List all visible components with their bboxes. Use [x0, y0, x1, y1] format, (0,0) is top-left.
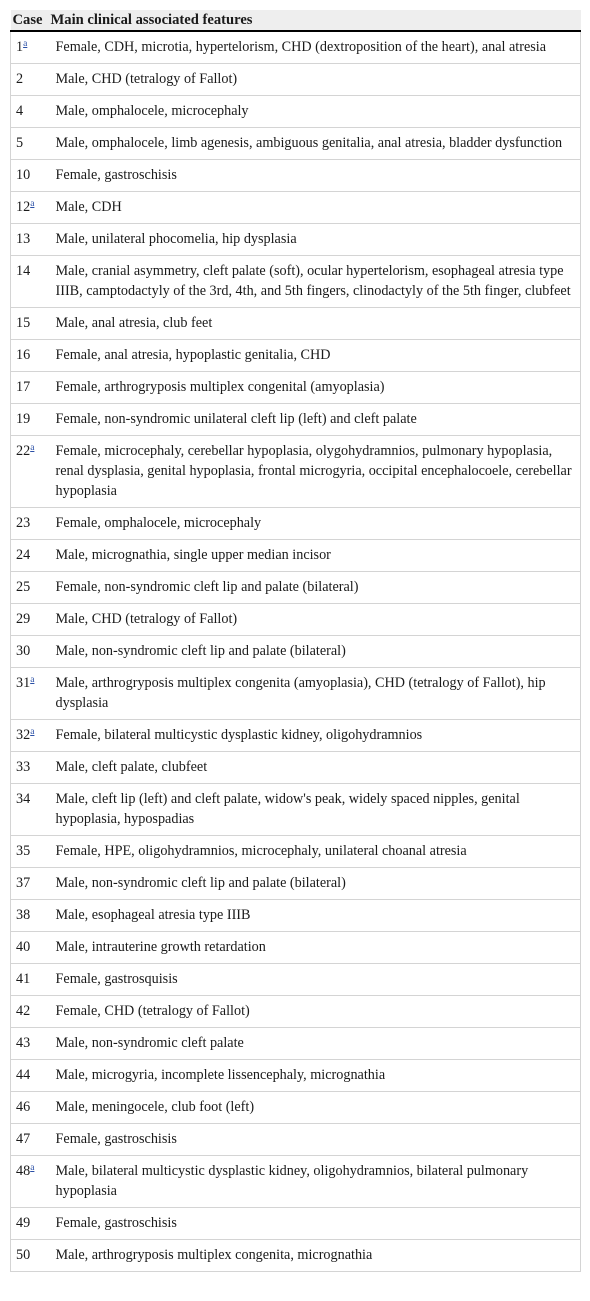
features-cell: Male, unilateral phocomelia, hip dysplasia — [51, 224, 581, 256]
table-header — [11, 10, 581, 31]
features-cell: Male, CDH — [51, 192, 581, 224]
case-number: 32 — [16, 727, 31, 743]
case-number: 16 — [16, 347, 31, 363]
case-cell — [11, 996, 51, 1028]
case-number: 35 — [16, 843, 31, 859]
features-cell: Female, anal atresia, hypoplastic genitalia, CHD — [51, 340, 581, 372]
case-number: 15 — [16, 315, 31, 331]
table-row — [11, 1156, 581, 1208]
case-cell — [11, 932, 51, 964]
case-cell — [11, 404, 51, 436]
case-number: 50 — [16, 1247, 31, 1263]
footnote-link[interactable]: a — [30, 199, 35, 209]
features-cell: Male, meningocele, club foot (left) — [51, 1092, 581, 1124]
features-cell: Male, arthrogryposis multiplex congenita, micrognathia — [51, 1240, 581, 1272]
case-cell — [11, 900, 51, 932]
table-row — [11, 1124, 581, 1156]
case-number: 17 — [16, 379, 31, 395]
features-cell: Male, anal atresia, club feet — [51, 308, 581, 340]
table-row — [11, 508, 581, 540]
features-cell: Female, omphalocele, microcephaly — [51, 508, 581, 540]
case-cell — [11, 1028, 51, 1060]
case-number: 41 — [16, 971, 31, 987]
table-row — [11, 1240, 581, 1272]
features-cell: Female, arthrogryposis multiplex congenital (amyoplasia) — [51, 372, 581, 404]
table-row — [11, 1028, 581, 1060]
features-cell: Male, CHD (tetralogy of Fallot) — [51, 604, 581, 636]
case-number: 1 — [16, 39, 24, 55]
case-number: 10 — [16, 167, 31, 183]
table-row — [11, 604, 581, 636]
case-cell — [11, 784, 51, 836]
features-cell: Male, non-syndromic cleft lip and palate (bilateral) — [51, 636, 581, 668]
features-cell: Male, cleft palate, clubfeet — [51, 752, 581, 784]
table-row — [11, 572, 581, 604]
case-number: 33 — [16, 759, 31, 775]
case-cell — [11, 1092, 51, 1124]
case-number: 49 — [16, 1215, 31, 1231]
footnote-marker — [30, 727, 34, 737]
table-row — [11, 932, 581, 964]
table-row — [11, 1208, 581, 1240]
case-cell — [11, 192, 51, 224]
features-cell: Female, gastroschisis — [51, 1124, 581, 1156]
case-cell — [11, 752, 51, 784]
case-cell — [11, 836, 51, 868]
features-cell: Female, CHD (tetralogy of Fallot) — [51, 996, 581, 1028]
footnote-link[interactable]: a — [30, 1163, 35, 1173]
table-row — [11, 784, 581, 836]
table-row — [11, 900, 581, 932]
case-cell — [11, 64, 51, 96]
case-cell — [11, 1240, 51, 1272]
table-row — [11, 192, 581, 224]
footnote-link[interactable]: a — [30, 675, 35, 685]
case-cell — [11, 1156, 51, 1208]
table-container — [10, 10, 580, 1272]
header-case: Case — [11, 10, 51, 31]
features-cell: Male, intrauterine growth retardation — [51, 932, 581, 964]
case-cell — [11, 224, 51, 256]
header-row — [11, 10, 581, 31]
case-number: 23 — [16, 515, 31, 531]
footnote-link[interactable]: a — [30, 443, 35, 453]
footnote-marker — [23, 39, 27, 49]
table-row — [11, 752, 581, 784]
table-row — [11, 308, 581, 340]
table-row — [11, 128, 581, 160]
case-number: 43 — [16, 1035, 31, 1051]
features-cell: Female, bilateral multicystic dysplastic kidney, oligohydramnios — [51, 720, 581, 752]
features-cell: Female, gastrosquisis — [51, 964, 581, 996]
features-cell: Male, bilateral multicystic dysplastic kidney, oligohydramnios, bilateral pulmonary hypoplasia — [51, 1156, 581, 1208]
case-cell — [11, 160, 51, 192]
case-number: 40 — [16, 939, 31, 955]
table-row — [11, 1060, 581, 1092]
header-features: Main clinical associated features — [51, 10, 581, 31]
case-number: 34 — [16, 791, 31, 807]
table-row — [11, 436, 581, 508]
features-cell: Male, microgyria, incomplete lissencephaly, micrognathia — [51, 1060, 581, 1092]
table-row — [11, 964, 581, 996]
footnote-marker — [30, 1163, 34, 1173]
table-row — [11, 256, 581, 308]
case-cell — [11, 372, 51, 404]
features-cell: Female, gastroschisis — [51, 1208, 581, 1240]
table-row — [11, 224, 581, 256]
case-cell — [11, 1124, 51, 1156]
case-number: 5 — [16, 135, 24, 151]
case-cell — [11, 720, 51, 752]
table-row — [11, 160, 581, 192]
features-cell: Male, omphalocele, microcephaly — [51, 96, 581, 128]
case-cell — [11, 668, 51, 720]
features-cell: Male, omphalocele, limb agenesis, ambiguous genitalia, anal atresia, bladder dysfunction — [51, 128, 581, 160]
case-cell — [11, 572, 51, 604]
footnote-marker — [30, 675, 34, 685]
table-row — [11, 668, 581, 720]
case-cell — [11, 868, 51, 900]
case-cell — [11, 1208, 51, 1240]
case-number: 22 — [16, 443, 31, 459]
features-cell: Male, non-syndromic cleft lip and palate (bilateral) — [51, 868, 581, 900]
case-cell — [11, 256, 51, 308]
case-cell — [11, 604, 51, 636]
footnote-link[interactable]: a — [23, 39, 28, 49]
case-cell — [11, 508, 51, 540]
case-cell — [11, 308, 51, 340]
case-number: 13 — [16, 231, 31, 247]
case-number: 19 — [16, 411, 31, 427]
features-cell: Male, micrognathia, single upper median incisor — [51, 540, 581, 572]
features-cell: Female, non-syndromic unilateral cleft lip (left) and cleft palate — [51, 404, 581, 436]
features-cell: Male, non-syndromic cleft palate — [51, 1028, 581, 1060]
case-number: 42 — [16, 1003, 31, 1019]
features-cell: Male, cleft lip (left) and cleft palate, widow's peak, widely spaced nipples, genital hypoplasia, hypospadias — [51, 784, 581, 836]
case-number: 2 — [16, 71, 24, 87]
table-row — [11, 64, 581, 96]
case-number: 46 — [16, 1099, 31, 1115]
table-row — [11, 31, 581, 64]
table-row — [11, 540, 581, 572]
case-number: 44 — [16, 1067, 31, 1083]
case-number: 4 — [16, 103, 24, 119]
table-row — [11, 340, 581, 372]
case-cell — [11, 340, 51, 372]
footnote-marker — [30, 443, 34, 453]
case-number: 31 — [16, 675, 31, 691]
table-row — [11, 996, 581, 1028]
case-cell — [11, 1060, 51, 1092]
case-cell — [11, 31, 51, 64]
case-number: 38 — [16, 907, 31, 923]
features-cell: Female, CDH, microtia, hypertelorism, CHD (dextroposition of the heart), anal atresia — [51, 31, 581, 64]
table-row — [11, 636, 581, 668]
footnote-link[interactable]: a — [30, 727, 35, 737]
table-row — [11, 836, 581, 868]
features-cell: Male, esophageal atresia type IIIB — [51, 900, 581, 932]
case-cell — [11, 128, 51, 160]
case-number: 48 — [16, 1163, 31, 1179]
table-row — [11, 1092, 581, 1124]
table-body — [11, 31, 581, 1272]
table-row — [11, 96, 581, 128]
case-cell — [11, 964, 51, 996]
case-cell — [11, 540, 51, 572]
case-cell — [11, 96, 51, 128]
footnote-marker — [30, 199, 34, 209]
features-cell: Female, gastroschisis — [51, 160, 581, 192]
table-row — [11, 868, 581, 900]
case-number: 24 — [16, 547, 31, 563]
case-number: 14 — [16, 263, 31, 279]
features-cell: Female, non-syndromic cleft lip and palate (bilateral) — [51, 572, 581, 604]
case-number: 25 — [16, 579, 31, 595]
case-number: 47 — [16, 1131, 31, 1147]
features-cell: Male, CHD (tetralogy of Fallot) — [51, 64, 581, 96]
table-row — [11, 404, 581, 436]
table-row — [11, 372, 581, 404]
case-number: 37 — [16, 875, 31, 891]
features-cell: Female, microcephaly, cerebellar hypoplasia, olygohydramnios, pulmonary hypoplasia, renal dysplasia, genital hypoplasia, frontal microgyria, occipital encephalocoele, cerebellar hypoplasia — [51, 436, 581, 508]
case-cell — [11, 636, 51, 668]
case-number: 12 — [16, 199, 31, 215]
clinical-features-table — [10, 10, 581, 1272]
features-cell: Female, HPE, oligohydramnios, microcephaly, unilateral choanal atresia — [51, 836, 581, 868]
case-number: 30 — [16, 643, 31, 659]
features-cell: Male, cranial asymmetry, cleft palate (soft), ocular hypertelorism, esophageal atresia type IIIB, camptodactyly of the 3rd, 4th, and 5th fingers, clinodactyly of the 5th finger, clubfeet — [51, 256, 581, 308]
case-cell — [11, 436, 51, 508]
features-cell: Male, arthrogryposis multiplex congenita (amyoplasia), CHD (tetralogy of Fallot), hip dysplasia — [51, 668, 581, 720]
table-row — [11, 720, 581, 752]
case-number: 29 — [16, 611, 31, 627]
